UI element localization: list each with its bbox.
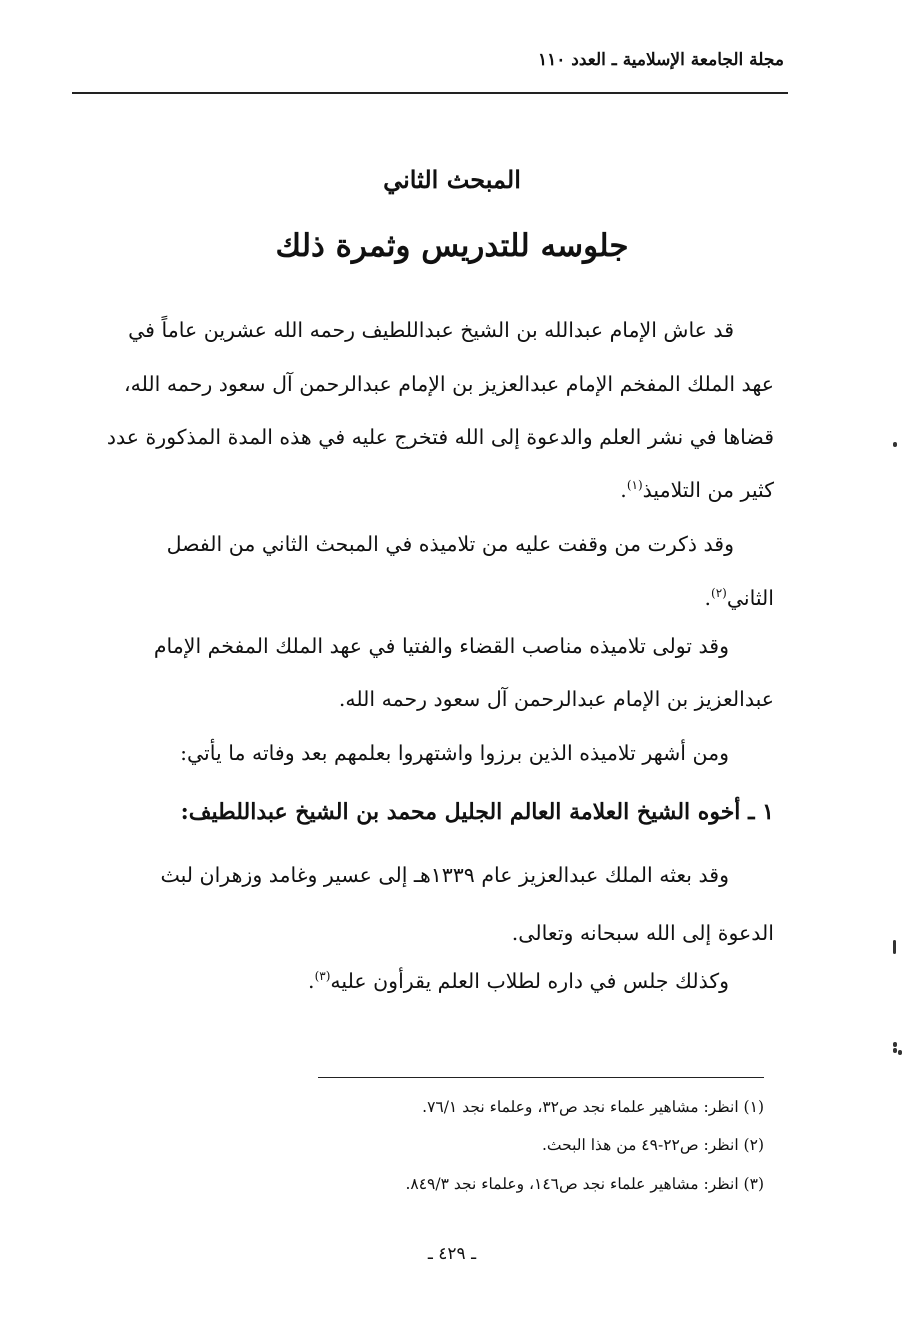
scan-speck bbox=[898, 1050, 902, 1055]
body-line-with-ref bbox=[704, 586, 774, 611]
body-line: ومن أشهر تلاميذه الذين برزوا واشتهروا بعلمهم بعد وفاته ما يأتي: bbox=[180, 741, 729, 765]
scan-speck bbox=[893, 1048, 897, 1053]
body-line: قضاها في نشر العلم والدعوة إلى الله فتخرج عليه في هذه المدة المذكورة عدد bbox=[106, 425, 774, 449]
section-title: جلوسه للتدريس وثمرة ذلك bbox=[275, 228, 629, 264]
header-rule bbox=[72, 92, 788, 94]
list-item-heading: ١ ـ أخوه الشيخ العلامة العالم الجليل محمد بن الشيخ عبداللطيف: bbox=[180, 799, 774, 825]
footnote-ref: (١) bbox=[626, 478, 643, 493]
body-line: قد عاش الإمام عبدالله بن الشيخ عبداللطيف رحمه الله عشرين عاماً في bbox=[128, 318, 734, 342]
period: . bbox=[620, 478, 627, 502]
body-line-text: وكذلك جلس في داره لطلاب العلم يقرأون عليه bbox=[330, 969, 729, 993]
body-line: وقد تولى تلاميذه مناصب القضاء والفتيا في عهد الملك المفخم الإمام bbox=[153, 634, 729, 658]
footnote: (١) انظر: مشاهير علماء نجد ص٣٢، وعلماء نجد ٧٦/١. bbox=[422, 1098, 764, 1116]
footnote-rule bbox=[318, 1077, 764, 1078]
body-line: الدعوة إلى الله سبحانه وتعالى. bbox=[511, 921, 774, 945]
body-line-with-ref bbox=[308, 969, 729, 994]
footnote-ref: (٢) bbox=[711, 586, 727, 601]
scan-speck bbox=[893, 1042, 897, 1047]
section-heading: المبحث الثاني bbox=[383, 165, 521, 194]
scan-speck bbox=[893, 442, 897, 447]
running-header: مجلة الجامعة الإسلامية ـ العدد ١١٠ bbox=[537, 50, 784, 70]
period: . bbox=[308, 969, 315, 993]
body-line: وقد بعثه الملك عبدالعزيز عام ١٣٣٩هـ إلى عسير وغامد وزهران لبث bbox=[160, 863, 729, 887]
footnote: (٣) انظر: مشاهير علماء نجد ص١٤٦، وعلماء نجد ٨٤٩/٣. bbox=[405, 1175, 764, 1193]
page-number: ـ ٤٢٩ ـ bbox=[427, 1244, 477, 1264]
period: . bbox=[704, 586, 711, 610]
scan-speck bbox=[893, 940, 896, 954]
footnote-ref: (٣) bbox=[314, 969, 331, 984]
body-line-text: الثاني bbox=[726, 586, 774, 610]
footnote: (٢) انظر: ص٢٢-٤٩ من هذا البحث. bbox=[541, 1136, 764, 1154]
body-line-with-ref bbox=[620, 478, 774, 503]
body-line-text: كثير من التلاميذ bbox=[642, 478, 774, 502]
body-line: وقد ذكرت من وقفت عليه من تلاميذه في المبحث الثاني من الفصل bbox=[166, 532, 734, 556]
body-line: عبدالعزيز بن الإمام عبدالرحمن آل سعود رحمه الله. bbox=[338, 687, 774, 711]
body-line: عهد الملك المفخم الإمام عبدالعزيز بن الإمام عبدالرحمن آل سعود رحمه الله، bbox=[124, 372, 774, 396]
